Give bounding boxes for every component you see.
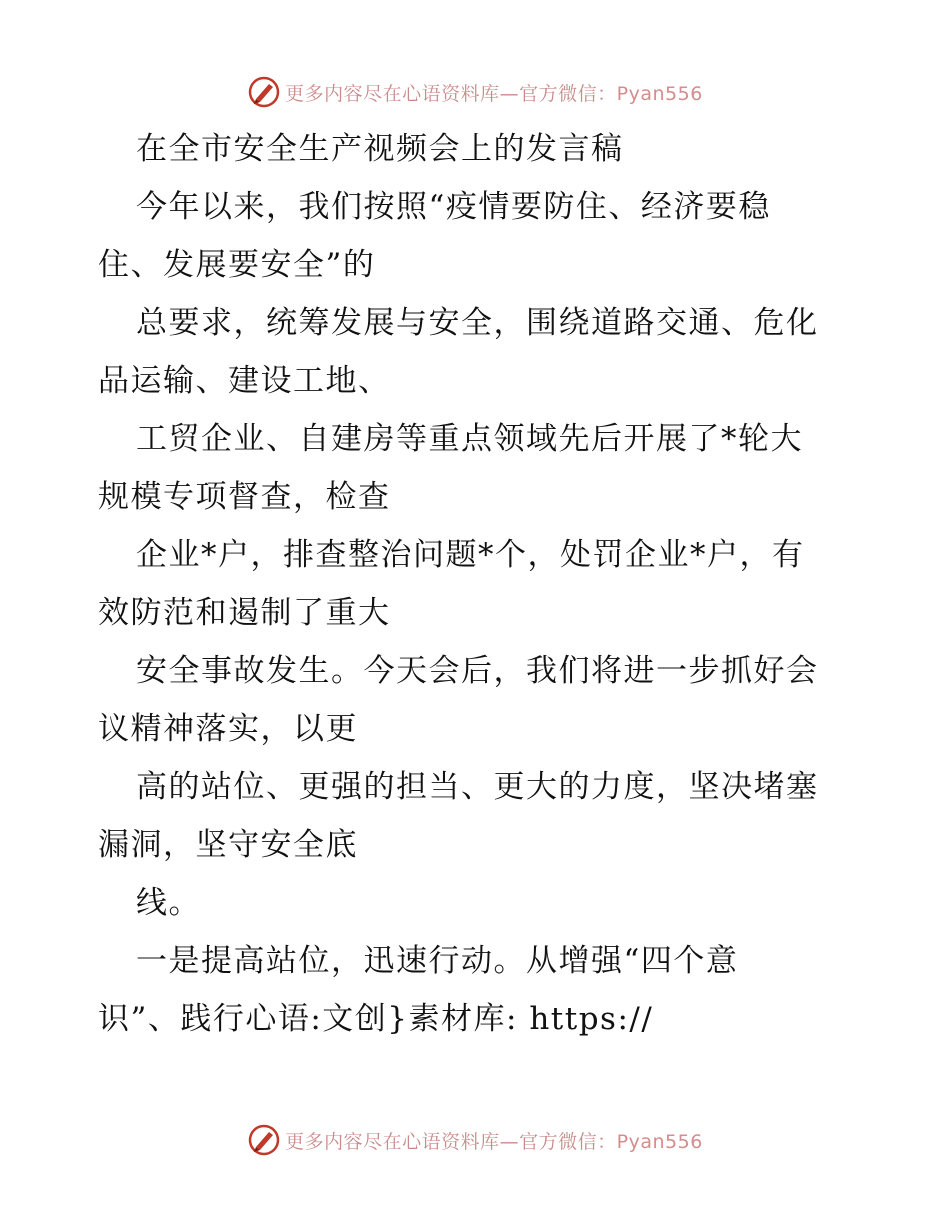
document-body: [98, 120, 858, 1048]
header-watermark: [0, 72, 950, 112]
paragraph-line: 住、发展要安全”的: [98, 247, 376, 283]
paragraph-line: 安全事故发生。今天会后，我们将进一步抓好会: [136, 653, 819, 689]
pen-logo-icon: [247, 75, 281, 109]
paragraph-line: 工贸企业、自建房等重点领域先后开展了*轮大: [136, 421, 803, 457]
document-title: 在全市安全生产视频会上的发言稿: [136, 131, 624, 167]
paragraph-line: 一是提高站位，迅速行动。从增强“四个意: [136, 943, 739, 979]
watermark-wechat-id: Pyan556: [616, 82, 703, 105]
paragraph-line: 漏洞，坚守安全底: [98, 827, 358, 863]
paragraph-line: 线。: [136, 885, 201, 921]
paragraph-line: 高的站位、更强的担当、更大的力度，坚决堵塞: [136, 769, 819, 805]
pen-logo-icon: [247, 1123, 281, 1157]
paragraph-line: 企业*户，排查整治问题*个，处罚企业*户，有: [136, 537, 805, 573]
watermark-text: 更多内容尽在心语资料库—官方微信：: [285, 1130, 617, 1153]
paragraph-line: 议精神落实，以更: [98, 711, 358, 747]
footer-watermark: [0, 1120, 950, 1160]
paragraph-line: 今年以来，我们按照“疫情要防住、经济要稳: [136, 189, 771, 225]
watermark-text: 更多内容尽在心语资料库—官方微信：: [285, 82, 617, 105]
paragraph-line: 总要求，统筹发展与安全，围绕道路交通、危化: [136, 305, 819, 341]
paragraph-line: 品运输、建设工地、: [98, 363, 391, 399]
paragraph-line: 效防范和遏制了重大: [98, 595, 391, 631]
watermark-wechat-id: Pyan556: [616, 1130, 703, 1153]
paragraph-line: 规模专项督查，检查: [98, 479, 391, 515]
paragraph-line: 识”、践行心语:文创}素材库: https://: [98, 1001, 654, 1037]
